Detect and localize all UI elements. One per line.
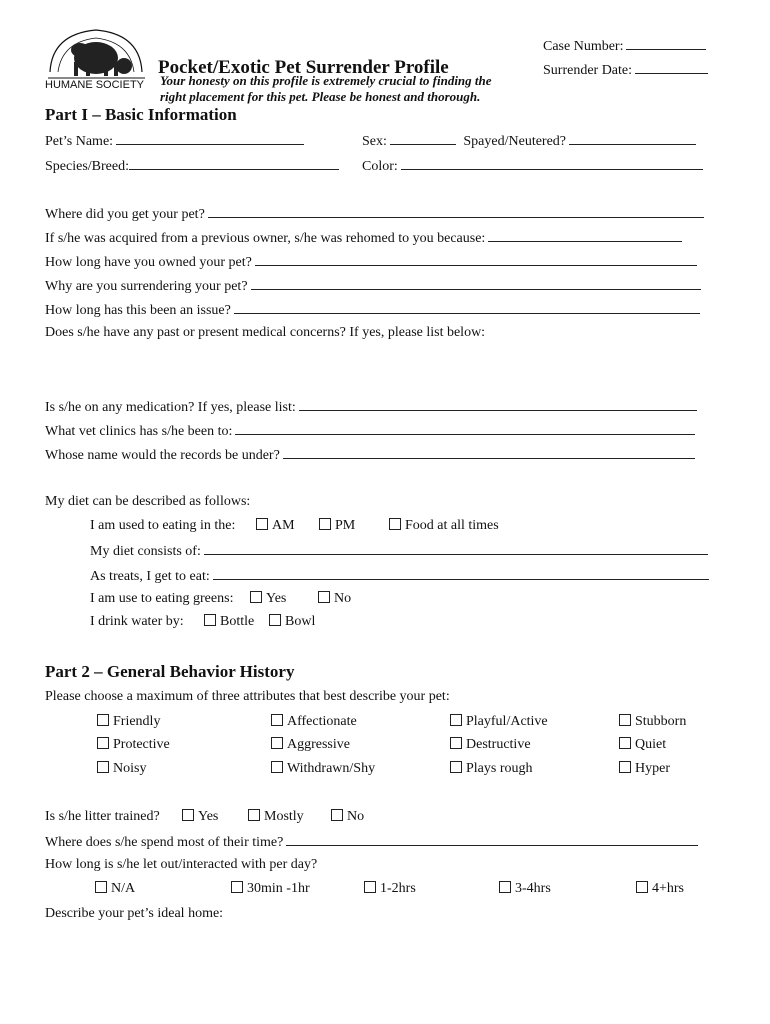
food-all-option[interactable] [389, 517, 499, 534]
time-na-checkbox[interactable] [95, 881, 107, 893]
attr-withdrawn-label: Withdrawn/Shy [287, 761, 376, 776]
litter-no-option[interactable] [331, 808, 364, 825]
diet-consists-label: My diet consists of: [90, 544, 201, 559]
logo [44, 22, 149, 94]
attr-friendly-checkbox[interactable] [97, 714, 109, 726]
litter-mostly-label: Mostly [264, 809, 304, 824]
attr-withdrawn-checkbox[interactable] [271, 761, 283, 773]
time-30min-checkbox[interactable] [231, 881, 243, 893]
form-subtitle-2: right placement for this pet. Please be honest and thorough. [160, 89, 481, 104]
greens-no-option[interactable] [318, 590, 351, 607]
treats-row [90, 566, 709, 585]
attr-protective-label: Protective [113, 737, 170, 752]
time-4plus-checkbox[interactable] [636, 881, 648, 893]
sex-row [362, 131, 696, 150]
attr-aggressive-checkbox[interactable] [271, 737, 283, 749]
attr-aggressive-label: Aggressive [287, 737, 350, 752]
bottle-label: Bottle [220, 614, 255, 629]
attr-noisy-checkbox[interactable] [97, 761, 109, 773]
attr-protective-checkbox[interactable] [97, 737, 109, 749]
attr-stubborn[interactable] [619, 713, 686, 730]
attr-noisy[interactable] [97, 760, 146, 777]
time-4plus-label: 4+hrs [652, 881, 685, 896]
time-3-4hrs-label: 3-4hrs [515, 881, 551, 896]
pm-checkbox[interactable] [319, 518, 331, 530]
pm-option[interactable] [319, 517, 355, 534]
records-name-row [45, 445, 695, 464]
where-get-field[interactable] [208, 204, 704, 218]
how-long-owned-row [45, 252, 697, 271]
litter-yes-checkbox[interactable] [182, 809, 194, 821]
time-1-2hrs-label: 1-2hrs [380, 881, 416, 896]
how-long-issue-field[interactable] [234, 300, 700, 314]
why-surrender-row [45, 276, 701, 295]
diet-consists-field[interactable] [204, 541, 708, 555]
how-long-owned-field[interactable] [255, 252, 697, 266]
litter-mostly-option[interactable] [248, 808, 304, 825]
attr-plays-rough-checkbox[interactable] [450, 761, 462, 773]
attr-plays-rough-label: Plays rough [466, 761, 533, 776]
case-number-field[interactable] [626, 36, 706, 50]
time-na-option[interactable] [95, 880, 135, 897]
medical-answer-area[interactable] [45, 344, 720, 394]
pets-name-row [45, 131, 304, 150]
medical-label: Does s/he have any past or present medical concerns? If yes, please list below: [45, 325, 486, 340]
form-title: Pocket/Exotic Pet Surrender Profile [158, 57, 449, 78]
surrender-date-label: Surrender Date: [543, 63, 633, 78]
ideal-home-label: Describe your pet’s ideal home: [45, 906, 224, 921]
greens-no-label: No [334, 591, 352, 606]
time-30min-option[interactable] [231, 880, 310, 897]
surrender-date-field[interactable] [635, 60, 708, 74]
attr-plays-rough[interactable] [450, 760, 533, 777]
attr-affectionate-label: Affectionate [287, 714, 357, 729]
litter-mostly-checkbox[interactable] [248, 809, 260, 821]
color-row [362, 156, 703, 175]
species-label: Species/Breed: [45, 159, 129, 174]
why-surrender-label: Why are you surrendering your pet? [45, 279, 248, 294]
attr-destructive[interactable] [450, 736, 531, 753]
attributes-instruction: Please choose a maximum of three attributes that best describe your pet: [45, 689, 450, 704]
pets-name-field[interactable] [116, 131, 304, 145]
bowl-checkbox[interactable] [269, 614, 281, 626]
attr-hyper[interactable] [619, 760, 670, 777]
attr-aggressive[interactable] [271, 736, 350, 753]
spayed-field[interactable] [569, 131, 696, 145]
records-name-field[interactable] [283, 445, 695, 459]
time-30min-label: 30min -1hr [247, 881, 310, 896]
time-3-4hrs-checkbox[interactable] [499, 881, 511, 893]
greens-label: I am use to eating greens: [90, 591, 234, 606]
where-get-row [45, 204, 704, 223]
vet-clinics-row [45, 421, 695, 440]
vet-clinics-label: What vet clinics has s/he been to: [45, 424, 233, 439]
bottle-checkbox[interactable] [204, 614, 216, 626]
litter-label: Is s/he litter trained? [45, 809, 160, 824]
attr-hyper-checkbox[interactable] [619, 761, 631, 773]
treats-field[interactable] [213, 566, 709, 580]
eating-time-label: I am used to eating in the: [90, 518, 236, 533]
attr-affectionate-checkbox[interactable] [271, 714, 283, 726]
bowl-label: Bowl [285, 614, 316, 629]
time-4plus-option[interactable] [636, 880, 684, 897]
ideal-home-answer-area[interactable] [45, 926, 720, 1006]
time-na-label: N/A [111, 881, 136, 896]
bottle-option[interactable] [204, 613, 254, 630]
attr-friendly[interactable] [97, 713, 160, 730]
species-row [45, 156, 339, 175]
color-field[interactable] [401, 156, 703, 170]
am-checkbox[interactable] [256, 518, 268, 530]
where-get-label: Where did you get your pet? [45, 207, 205, 222]
am-option[interactable] [256, 517, 295, 534]
diet-intro: My diet can be described as follows: [45, 494, 251, 509]
attr-playful[interactable] [450, 713, 548, 730]
case-number-row [543, 36, 706, 55]
rehomed-field[interactable] [488, 228, 682, 242]
species-field[interactable] [129, 156, 339, 170]
attr-playful-checkbox[interactable] [450, 714, 462, 726]
attr-destructive-label: Destructive [466, 737, 531, 752]
attr-friendly-label: Friendly [113, 714, 161, 729]
color-label: Color: [362, 159, 398, 174]
time-1-2hrs-checkbox[interactable] [364, 881, 376, 893]
attr-affectionate[interactable] [271, 713, 357, 730]
pets-name-label: Pet’s Name: [45, 134, 114, 149]
attr-playful-label: Playful/Active [466, 714, 548, 729]
litter-yes-label: Yes [198, 809, 219, 824]
greens-yes-option[interactable] [250, 590, 286, 607]
medication-row [45, 397, 697, 416]
litter-no-label: No [347, 809, 365, 824]
spend-time-label: Where does s/he spend most of their time? [45, 835, 284, 850]
litter-no-checkbox[interactable] [331, 809, 343, 821]
time-1-2hrs-option[interactable] [364, 880, 416, 897]
attr-noisy-label: Noisy [113, 761, 147, 776]
attr-stubborn-checkbox[interactable] [619, 714, 631, 726]
time-3-4hrs-option[interactable] [499, 880, 551, 897]
let-out-label: How long is s/he let out/interacted with per day? [45, 857, 318, 872]
attr-quiet-label: Quiet [635, 737, 667, 752]
litter-yes-option[interactable] [182, 808, 218, 825]
treats-label: As treats, I get to eat: [90, 569, 210, 584]
attr-quiet-checkbox[interactable] [619, 737, 631, 749]
attr-quiet[interactable] [619, 736, 666, 753]
surrender-date-row [543, 60, 708, 79]
form-subtitle-1: Your honesty on this profile is extremely crucial to finding the [160, 73, 492, 88]
medication-label: Is s/he on any medication? If yes, please list: [45, 400, 296, 415]
logo-bottom-text: HUMANE SOCIETY [45, 79, 145, 91]
am-label: AM [272, 518, 295, 533]
bowl-option[interactable] [269, 613, 315, 630]
how-long-issue-row [45, 300, 700, 319]
food-all-checkbox[interactable] [389, 518, 401, 530]
attr-stubborn-label: Stubborn [635, 714, 687, 729]
spayed-label: Spayed/Neutered? [463, 134, 567, 149]
how-long-owned-label: How long have you owned your pet? [45, 255, 252, 270]
case-number-label: Case Number: [543, 39, 624, 54]
greens-no-checkbox[interactable] [318, 591, 330, 603]
why-surrender-field[interactable] [251, 276, 701, 290]
greens-yes-label: Yes [266, 591, 287, 606]
spend-time-row [45, 832, 698, 851]
greens-yes-checkbox[interactable] [250, 591, 262, 603]
rehomed-label: If s/he was acquired from a previous owner, s/he was rehomed to you because: [45, 231, 486, 246]
records-name-label: Whose name would the records be under? [45, 448, 280, 463]
vet-clinics-field[interactable] [235, 421, 695, 435]
attr-hyper-label: Hyper [635, 761, 670, 776]
spend-time-field[interactable] [286, 832, 698, 846]
water-label: I drink water by: [90, 614, 184, 629]
sex-label: Sex: [362, 134, 387, 149]
part2-heading: Part 2 – General Behavior History [45, 662, 295, 681]
food-all-label: Food at all times [405, 518, 499, 533]
diet-consists-row [90, 541, 708, 560]
attr-withdrawn[interactable] [271, 760, 375, 777]
rehomed-row [45, 228, 682, 247]
part1-heading: Part I – Basic Information [45, 105, 237, 124]
pm-label: PM [335, 518, 356, 533]
how-long-issue-label: How long has this been an issue? [45, 303, 231, 318]
sex-field[interactable] [390, 131, 456, 145]
attr-destructive-checkbox[interactable] [450, 737, 462, 749]
attr-protective[interactable] [97, 736, 170, 753]
medication-field[interactable] [299, 397, 697, 411]
